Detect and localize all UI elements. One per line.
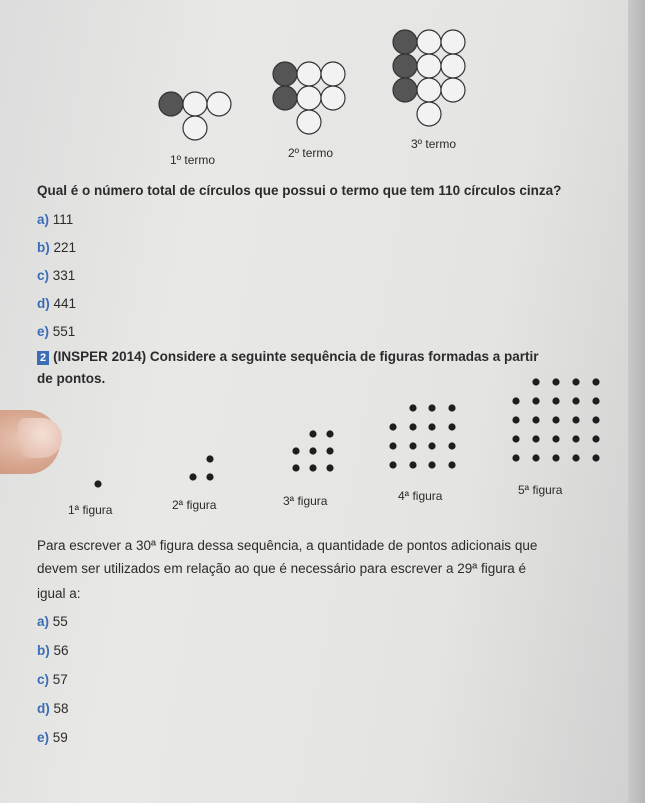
figure-3-label: 3ª figura [283, 494, 328, 508]
option-text: 111 [52, 212, 74, 227]
q2-option-b [37, 642, 69, 659]
dot-figure-2 [189, 455, 213, 480]
option-text: 58 [53, 701, 69, 716]
figure-5-label: 5ª figura [518, 483, 563, 497]
q2-option-c [37, 671, 68, 688]
dot [448, 442, 455, 449]
question2-body-line2: devem ser utilizados em relação ao que é necessário para escrever a 29ª figura é [37, 561, 527, 576]
dot [326, 447, 333, 454]
option-text: 551 [52, 324, 76, 339]
dot [532, 454, 539, 461]
question2-header-line2: de pontos. [37, 371, 106, 386]
dot [572, 435, 579, 442]
dot [409, 404, 416, 411]
dot [409, 423, 416, 430]
option-letter: b) [37, 643, 50, 658]
question2-header-line1: (INSPER 2014) Considere a seguinte sequência de figuras formadas a partir [53, 349, 539, 364]
dot [448, 423, 455, 430]
dot [592, 454, 599, 461]
dot [428, 423, 435, 430]
question1-prompt: Qual é o número total de círculos que possui o termo que tem 110 círculos cinza? [37, 183, 562, 198]
dot-figure-3 [292, 430, 333, 471]
option-text: 57 [52, 672, 68, 687]
option-text: 56 [53, 643, 69, 658]
option-text: 55 [52, 614, 68, 629]
dot [389, 442, 396, 449]
option-text: 59 [52, 730, 68, 745]
question2-body-line3: igual a: [37, 586, 81, 601]
dot [512, 416, 519, 423]
term-3-label: 3º termo [411, 137, 457, 151]
dot [326, 464, 333, 471]
dot [572, 454, 579, 461]
dot [428, 461, 435, 468]
figure-1-label: 1ª figura [68, 503, 113, 517]
term-2-label: 2º termo [288, 146, 334, 160]
dot [552, 397, 559, 404]
dot [409, 461, 416, 468]
dot [428, 442, 435, 449]
dot [592, 397, 599, 404]
dot [552, 435, 559, 442]
dot [572, 397, 579, 404]
dot [448, 461, 455, 468]
option-letter: a) [37, 614, 50, 629]
dot [206, 473, 213, 480]
q2-option-d [37, 700, 69, 717]
dot [189, 473, 196, 480]
option-letter: e) [37, 730, 50, 745]
dot [389, 423, 396, 430]
dot-figure-4 [389, 404, 455, 468]
option-letter: d) [37, 296, 50, 311]
question2-body-line1: Para escrever a 30ª figura dessa sequência, a quantidade de pontos adicionais que [37, 538, 538, 553]
dot [206, 455, 213, 462]
question-number-badge: 2 [37, 351, 49, 365]
term-1-label: 1º termo [170, 153, 216, 167]
dot [512, 454, 519, 461]
dot [512, 397, 519, 404]
dot [532, 397, 539, 404]
dot [326, 430, 333, 437]
dot [428, 404, 435, 411]
option-letter: c) [37, 268, 50, 283]
dot [592, 416, 599, 423]
option-letter: e) [37, 324, 50, 339]
dot [389, 461, 396, 468]
dot [94, 480, 101, 487]
dot [512, 435, 519, 442]
dot [532, 416, 539, 423]
figure-4-label: 4ª figura [398, 489, 443, 503]
option-letter: c) [37, 672, 50, 687]
dot [292, 464, 299, 471]
dot-figure-1 [94, 480, 101, 487]
dot [309, 464, 316, 471]
dot [592, 378, 599, 385]
option-text: 441 [53, 296, 77, 311]
q2-option-a [37, 613, 68, 630]
dot [292, 447, 299, 454]
option-text: 221 [53, 240, 77, 255]
dot [532, 435, 539, 442]
dot [572, 378, 579, 385]
option-letter: b) [37, 240, 50, 255]
dot [309, 430, 316, 437]
dot [572, 416, 579, 423]
dot-figure-5 [512, 378, 599, 461]
option-letter: d) [37, 701, 50, 716]
dot [552, 454, 559, 461]
figure-2-label: 2ª figura [172, 498, 217, 512]
q2-option-e [37, 729, 68, 746]
option-text: 331 [52, 268, 76, 283]
dot [309, 447, 316, 454]
dot [448, 404, 455, 411]
dot [552, 378, 559, 385]
option-letter: a) [37, 212, 50, 227]
dot [409, 442, 416, 449]
dot [532, 378, 539, 385]
dot [552, 416, 559, 423]
dot [592, 435, 599, 442]
